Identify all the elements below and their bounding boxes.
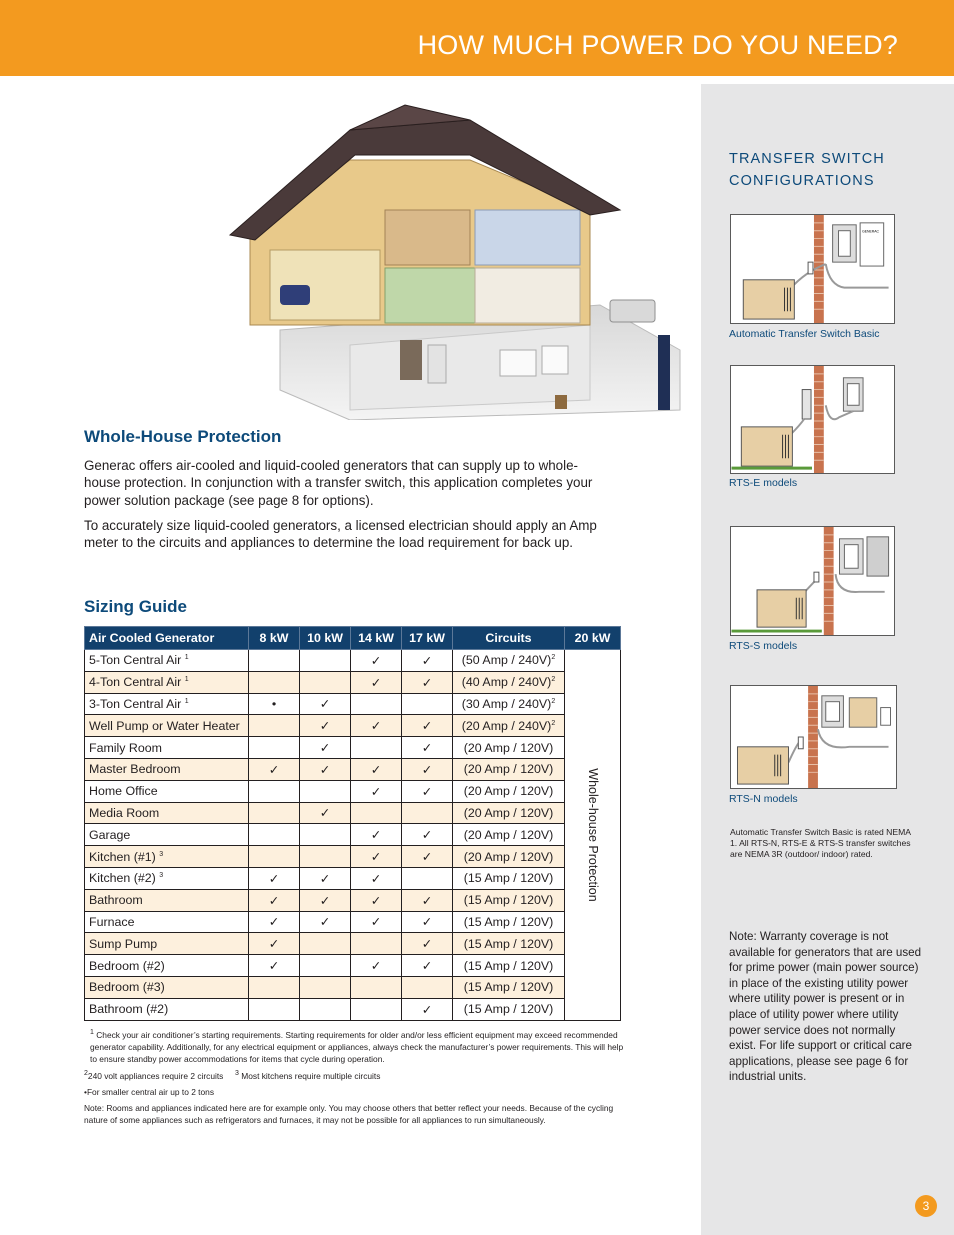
kw10-cell: ✓ xyxy=(300,715,351,737)
room-cell xyxy=(85,955,249,977)
circuit-cell xyxy=(453,737,565,759)
kw14-cell: ✓ xyxy=(351,671,402,693)
room-label: Bedroom (#3) xyxy=(89,980,165,995)
table-row xyxy=(85,846,621,868)
room-label: Media Room xyxy=(89,805,160,820)
circuit-cell xyxy=(453,889,565,911)
circuit-cell xyxy=(453,780,565,802)
rts-e-diagram xyxy=(730,365,895,474)
room-label: Well Pump or Water Heater xyxy=(89,718,240,733)
kw10-cell xyxy=(300,780,351,802)
room-cell xyxy=(85,998,249,1020)
table-row xyxy=(85,998,621,1020)
table-row xyxy=(85,867,621,889)
page-title: HOW MUCH POWER DO YOU NEED? xyxy=(417,30,898,60)
kw8-cell xyxy=(249,976,300,998)
kw17-cell xyxy=(402,802,453,824)
kw8-cell: ✓ xyxy=(249,889,300,911)
column-header: 14 kW xyxy=(351,627,402,650)
kw8-cell: ✓ xyxy=(249,867,300,889)
room-label: Bedroom (#2) xyxy=(89,958,165,973)
table-row xyxy=(85,715,621,737)
kw14-cell: ✓ xyxy=(351,780,402,802)
room-cell xyxy=(85,976,249,998)
room-label: Garage xyxy=(89,827,131,842)
circuit-footnote-mark: 2 xyxy=(551,676,556,684)
kw10-cell xyxy=(300,824,351,846)
circuit-footnote-mark: 2 xyxy=(551,719,556,727)
footnote-1-mark: 1 xyxy=(90,1029,94,1037)
kw8-cell: ✓ xyxy=(249,911,300,933)
footnote-1-text: Check your air conditioner’s starting requirements. Starting requirements for older and/or less efficient equipment may exceed recommended generator capability. Additionally, for any electrical equipment or appliances, always check the manufacturer’s power requirements. This will help to ensure standby power accommodations for items that cycle during operation. xyxy=(90,1030,624,1065)
kw17-cell: ✓ xyxy=(402,846,453,868)
room-cell xyxy=(85,867,249,889)
kw8-cell xyxy=(249,715,300,737)
circuit-footnote-mark: 2 xyxy=(551,697,556,705)
caption-ats-basic: Automatic Transfer Switch Basic xyxy=(729,328,880,340)
kw8-cell: ✓ xyxy=(249,758,300,780)
circuit-label: (50 Amp / 240V) xyxy=(461,653,552,668)
circuit-cell xyxy=(453,998,565,1020)
column-header: 8 kW xyxy=(249,627,300,650)
kw14-cell: ✓ xyxy=(351,758,402,780)
column-header: Circuits xyxy=(453,627,565,650)
rts-n-diagram xyxy=(730,685,897,789)
header-banner xyxy=(0,0,954,76)
room-label: Home Office xyxy=(89,784,158,799)
kw14-cell xyxy=(351,737,402,759)
kw14-cell: ✓ xyxy=(351,846,402,868)
kw10-cell xyxy=(300,650,351,672)
room-cell xyxy=(85,780,249,802)
room-footnote-mark: 1 xyxy=(184,697,189,705)
footnote-3-text: Most kitchens require multiple circuits xyxy=(241,1071,381,1081)
column-header: Air Cooled Generator xyxy=(85,627,249,650)
circuit-cell xyxy=(453,693,565,715)
table-row xyxy=(85,737,621,759)
kw17-cell: ✓ xyxy=(402,889,453,911)
footnote-2-text: 240 volt appliances require 2 circuits xyxy=(87,1071,224,1081)
kw8-cell: ✓ xyxy=(249,955,300,977)
room-label: Kitchen (#2) xyxy=(89,871,156,886)
circuit-label: (15 Amp / 120V) xyxy=(463,980,554,995)
whole-house-heading: Whole-House Protection xyxy=(84,427,282,446)
house-cutaway-illustration xyxy=(170,100,700,420)
kw17-cell xyxy=(402,693,453,715)
circuit-cell xyxy=(453,758,565,780)
kw14-cell xyxy=(351,933,402,955)
room-label: 3-Ton Central Air xyxy=(89,696,182,711)
caption-rts-n: RTS-N models xyxy=(729,793,798,805)
table-row xyxy=(85,693,621,715)
circuit-label: (15 Amp / 120V) xyxy=(463,1002,554,1017)
footnote-2-3 xyxy=(84,1070,629,1082)
circuit-label: (20 Amp / 120V) xyxy=(463,805,554,820)
kw10-cell xyxy=(300,933,351,955)
circuit-label: (20 Amp / 120V) xyxy=(463,849,554,864)
kw14-cell: ✓ xyxy=(351,911,402,933)
room-label: Master Bedroom xyxy=(89,762,181,777)
room-footnote-mark: 3 xyxy=(159,850,164,858)
kw17-cell: ✓ xyxy=(402,933,453,955)
kw20-span-cell xyxy=(565,650,621,1021)
circuit-label: (20 Amp / 120V) xyxy=(463,740,554,755)
circuit-label: (15 Amp / 120V) xyxy=(463,893,554,908)
circuit-label: (40 Amp / 240V) xyxy=(461,675,552,690)
circuit-label: (15 Amp / 120V) xyxy=(463,914,554,929)
kw10-cell xyxy=(300,976,351,998)
circuit-label: (15 Amp / 120V) xyxy=(463,958,554,973)
whole-house-protection-label: Whole-house Protection xyxy=(585,768,600,902)
footnote-bullet-text: For smaller central air up to 2 tons xyxy=(86,1087,215,1097)
circuit-cell xyxy=(453,867,565,889)
kw14-cell xyxy=(351,802,402,824)
diagram-brand-label: GENERAC xyxy=(862,229,880,234)
room-cell xyxy=(85,715,249,737)
table-row xyxy=(85,650,621,672)
circuit-label: (30 Amp / 240V) xyxy=(461,696,552,711)
sizing-table-body xyxy=(85,650,621,1021)
kw10-cell: ✓ xyxy=(300,889,351,911)
room-footnote-mark: 1 xyxy=(184,676,189,684)
room-cell xyxy=(85,671,249,693)
kw8-cell xyxy=(249,802,300,824)
circuit-cell xyxy=(453,802,565,824)
table-row xyxy=(85,933,621,955)
column-header: 20 kW xyxy=(565,627,621,650)
kw8-cell xyxy=(249,846,300,868)
kw17-cell: ✓ xyxy=(402,650,453,672)
kw10-cell xyxy=(300,955,351,977)
whole-house-paragraph-2: To accurately size liquid-cooled generators, a licensed electrician should apply an Amp meter to the circuits and appliances to determine the load requirement for back up. xyxy=(84,518,597,551)
column-header: 17 kW xyxy=(402,627,453,650)
caption-rts-s: RTS-S models xyxy=(729,640,798,652)
room-label: Furnace xyxy=(89,914,135,929)
kw10-cell: ✓ xyxy=(300,867,351,889)
kw14-cell xyxy=(351,976,402,998)
table-row xyxy=(85,758,621,780)
table-row xyxy=(85,824,621,846)
circuit-label: (20 Amp / 120V) xyxy=(463,762,554,777)
kw14-cell xyxy=(351,693,402,715)
circuit-cell xyxy=(453,824,565,846)
sizing-guide-heading: Sizing Guide xyxy=(84,597,187,616)
kw10-cell xyxy=(300,998,351,1020)
table-row xyxy=(85,955,621,977)
circuit-cell xyxy=(453,846,565,868)
room-label: Sump Pump xyxy=(89,936,158,951)
footnote-bullet xyxy=(84,1086,629,1098)
circuit-cell xyxy=(453,671,565,693)
kw17-cell: ✓ xyxy=(402,758,453,780)
table-row xyxy=(85,780,621,802)
kw14-cell: ✓ xyxy=(351,889,402,911)
kw8-cell: ✓ xyxy=(249,933,300,955)
circuit-label: (20 Amp / 120V) xyxy=(463,784,554,799)
room-cell xyxy=(85,693,249,715)
kw8-cell xyxy=(249,824,300,846)
caption-rts-e: RTS-E models xyxy=(729,477,798,489)
sizing-guide-table xyxy=(84,626,621,1021)
room-cell xyxy=(85,933,249,955)
room-cell xyxy=(85,889,249,911)
kw17-cell xyxy=(402,976,453,998)
table-row xyxy=(85,911,621,933)
kw8-cell xyxy=(249,780,300,802)
kw14-cell: ✓ xyxy=(351,715,402,737)
footnote-note: Note: Rooms and appliances indicated here are for example only. You may choose others that better reflect your needs. Because of the cycling nature of some appliances such as refrigerators and furnaces, it may not be possible for all appliances to run simultaneously. xyxy=(84,1103,614,1126)
kw10-cell xyxy=(300,846,351,868)
circuit-cell xyxy=(453,955,565,977)
ats-basic-diagram xyxy=(730,214,895,324)
circuit-label: (20 Amp / 240V) xyxy=(461,718,552,733)
rts-s-diagram xyxy=(730,526,895,636)
room-label: 4-Ton Central Air xyxy=(89,675,182,690)
warranty-note: Note: Warranty coverage is not available for generators that are used for prime power (main power source) in place of the existing utility power where utility power is present or in place of utility power where utility power service does not normally exist. For life support or critical care applications, please see page 6 for industrial units. xyxy=(729,930,922,1084)
kw10-cell: ✓ xyxy=(300,737,351,759)
nema-rating-note: Automatic Transfer Switch Basic is rated NEMA 1. All RTS-N, RTS-E & RTS-S transfer switches are NEMA 3R (outdoor/ indoor) rated. xyxy=(730,827,911,860)
circuit-cell xyxy=(453,715,565,737)
circuit-cell xyxy=(453,933,565,955)
room-cell xyxy=(85,824,249,846)
kw17-cell xyxy=(402,867,453,889)
kw14-cell: ✓ xyxy=(351,824,402,846)
whole-house-paragraph-1: Generac offers air-cooled and liquid-cooled generators that can supply up to whole-house protection. In conjunction with a transfer switch, this application completes your power solution package (see page 8 for options). xyxy=(84,458,593,508)
footnote-bullet-mark: • xyxy=(84,1087,87,1097)
kw10-cell: ✓ xyxy=(300,911,351,933)
kw8-cell: • xyxy=(249,693,300,715)
kw10-cell: ✓ xyxy=(300,802,351,824)
circuit-label: (15 Amp / 120V) xyxy=(463,871,554,886)
table-row xyxy=(85,671,621,693)
kw10-cell xyxy=(300,671,351,693)
circuit-cell xyxy=(453,911,565,933)
room-cell xyxy=(85,758,249,780)
column-header: 10 kW xyxy=(300,627,351,650)
room-cell xyxy=(85,650,249,672)
room-label: 5-Ton Central Air xyxy=(89,653,182,668)
room-footnote-mark: 1 xyxy=(184,654,189,662)
room-label: Bathroom (#2) xyxy=(89,1002,169,1017)
transfer-switch-heading: TRANSFER SWITCH CONFIGURATIONS xyxy=(729,151,885,189)
kw14-cell xyxy=(351,998,402,1020)
kw14-cell: ✓ xyxy=(351,955,402,977)
kw8-cell xyxy=(249,998,300,1020)
circuit-cell xyxy=(453,650,565,672)
kw14-cell: ✓ xyxy=(351,867,402,889)
circuit-label: (20 Amp / 120V) xyxy=(463,827,554,842)
table-row xyxy=(85,802,621,824)
kw14-cell: ✓ xyxy=(351,650,402,672)
page-number-badge: 3 xyxy=(915,1195,937,1217)
kw8-cell xyxy=(249,671,300,693)
kw17-cell: ✓ xyxy=(402,671,453,693)
room-cell xyxy=(85,846,249,868)
kw17-cell: ✓ xyxy=(402,824,453,846)
kw17-cell: ✓ xyxy=(402,715,453,737)
table-header-row xyxy=(85,627,621,650)
circuit-footnote-mark: 2 xyxy=(551,654,556,662)
room-label: Kitchen (#1) xyxy=(89,849,156,864)
circuit-label: (15 Amp / 120V) xyxy=(463,936,554,951)
room-footnote-mark: 3 xyxy=(159,872,164,880)
kw10-cell: ✓ xyxy=(300,758,351,780)
kw17-cell: ✓ xyxy=(402,737,453,759)
table-row xyxy=(85,976,621,998)
kw8-cell xyxy=(249,737,300,759)
room-cell xyxy=(85,911,249,933)
kw17-cell: ✓ xyxy=(402,911,453,933)
room-cell xyxy=(85,737,249,759)
room-cell xyxy=(85,802,249,824)
footnote-3-mark: 3 xyxy=(235,1070,239,1078)
kw17-cell: ✓ xyxy=(402,955,453,977)
kw17-cell: ✓ xyxy=(402,998,453,1020)
circuit-cell xyxy=(453,976,565,998)
table-row xyxy=(85,889,621,911)
kw8-cell xyxy=(249,650,300,672)
kw17-cell: ✓ xyxy=(402,780,453,802)
footnote-1 xyxy=(84,1029,629,1066)
room-label: Family Room xyxy=(89,740,162,755)
room-label: Bathroom xyxy=(89,893,143,908)
kw10-cell: ✓ xyxy=(300,693,351,715)
footnote-2-mark: 2 xyxy=(84,1070,88,1078)
